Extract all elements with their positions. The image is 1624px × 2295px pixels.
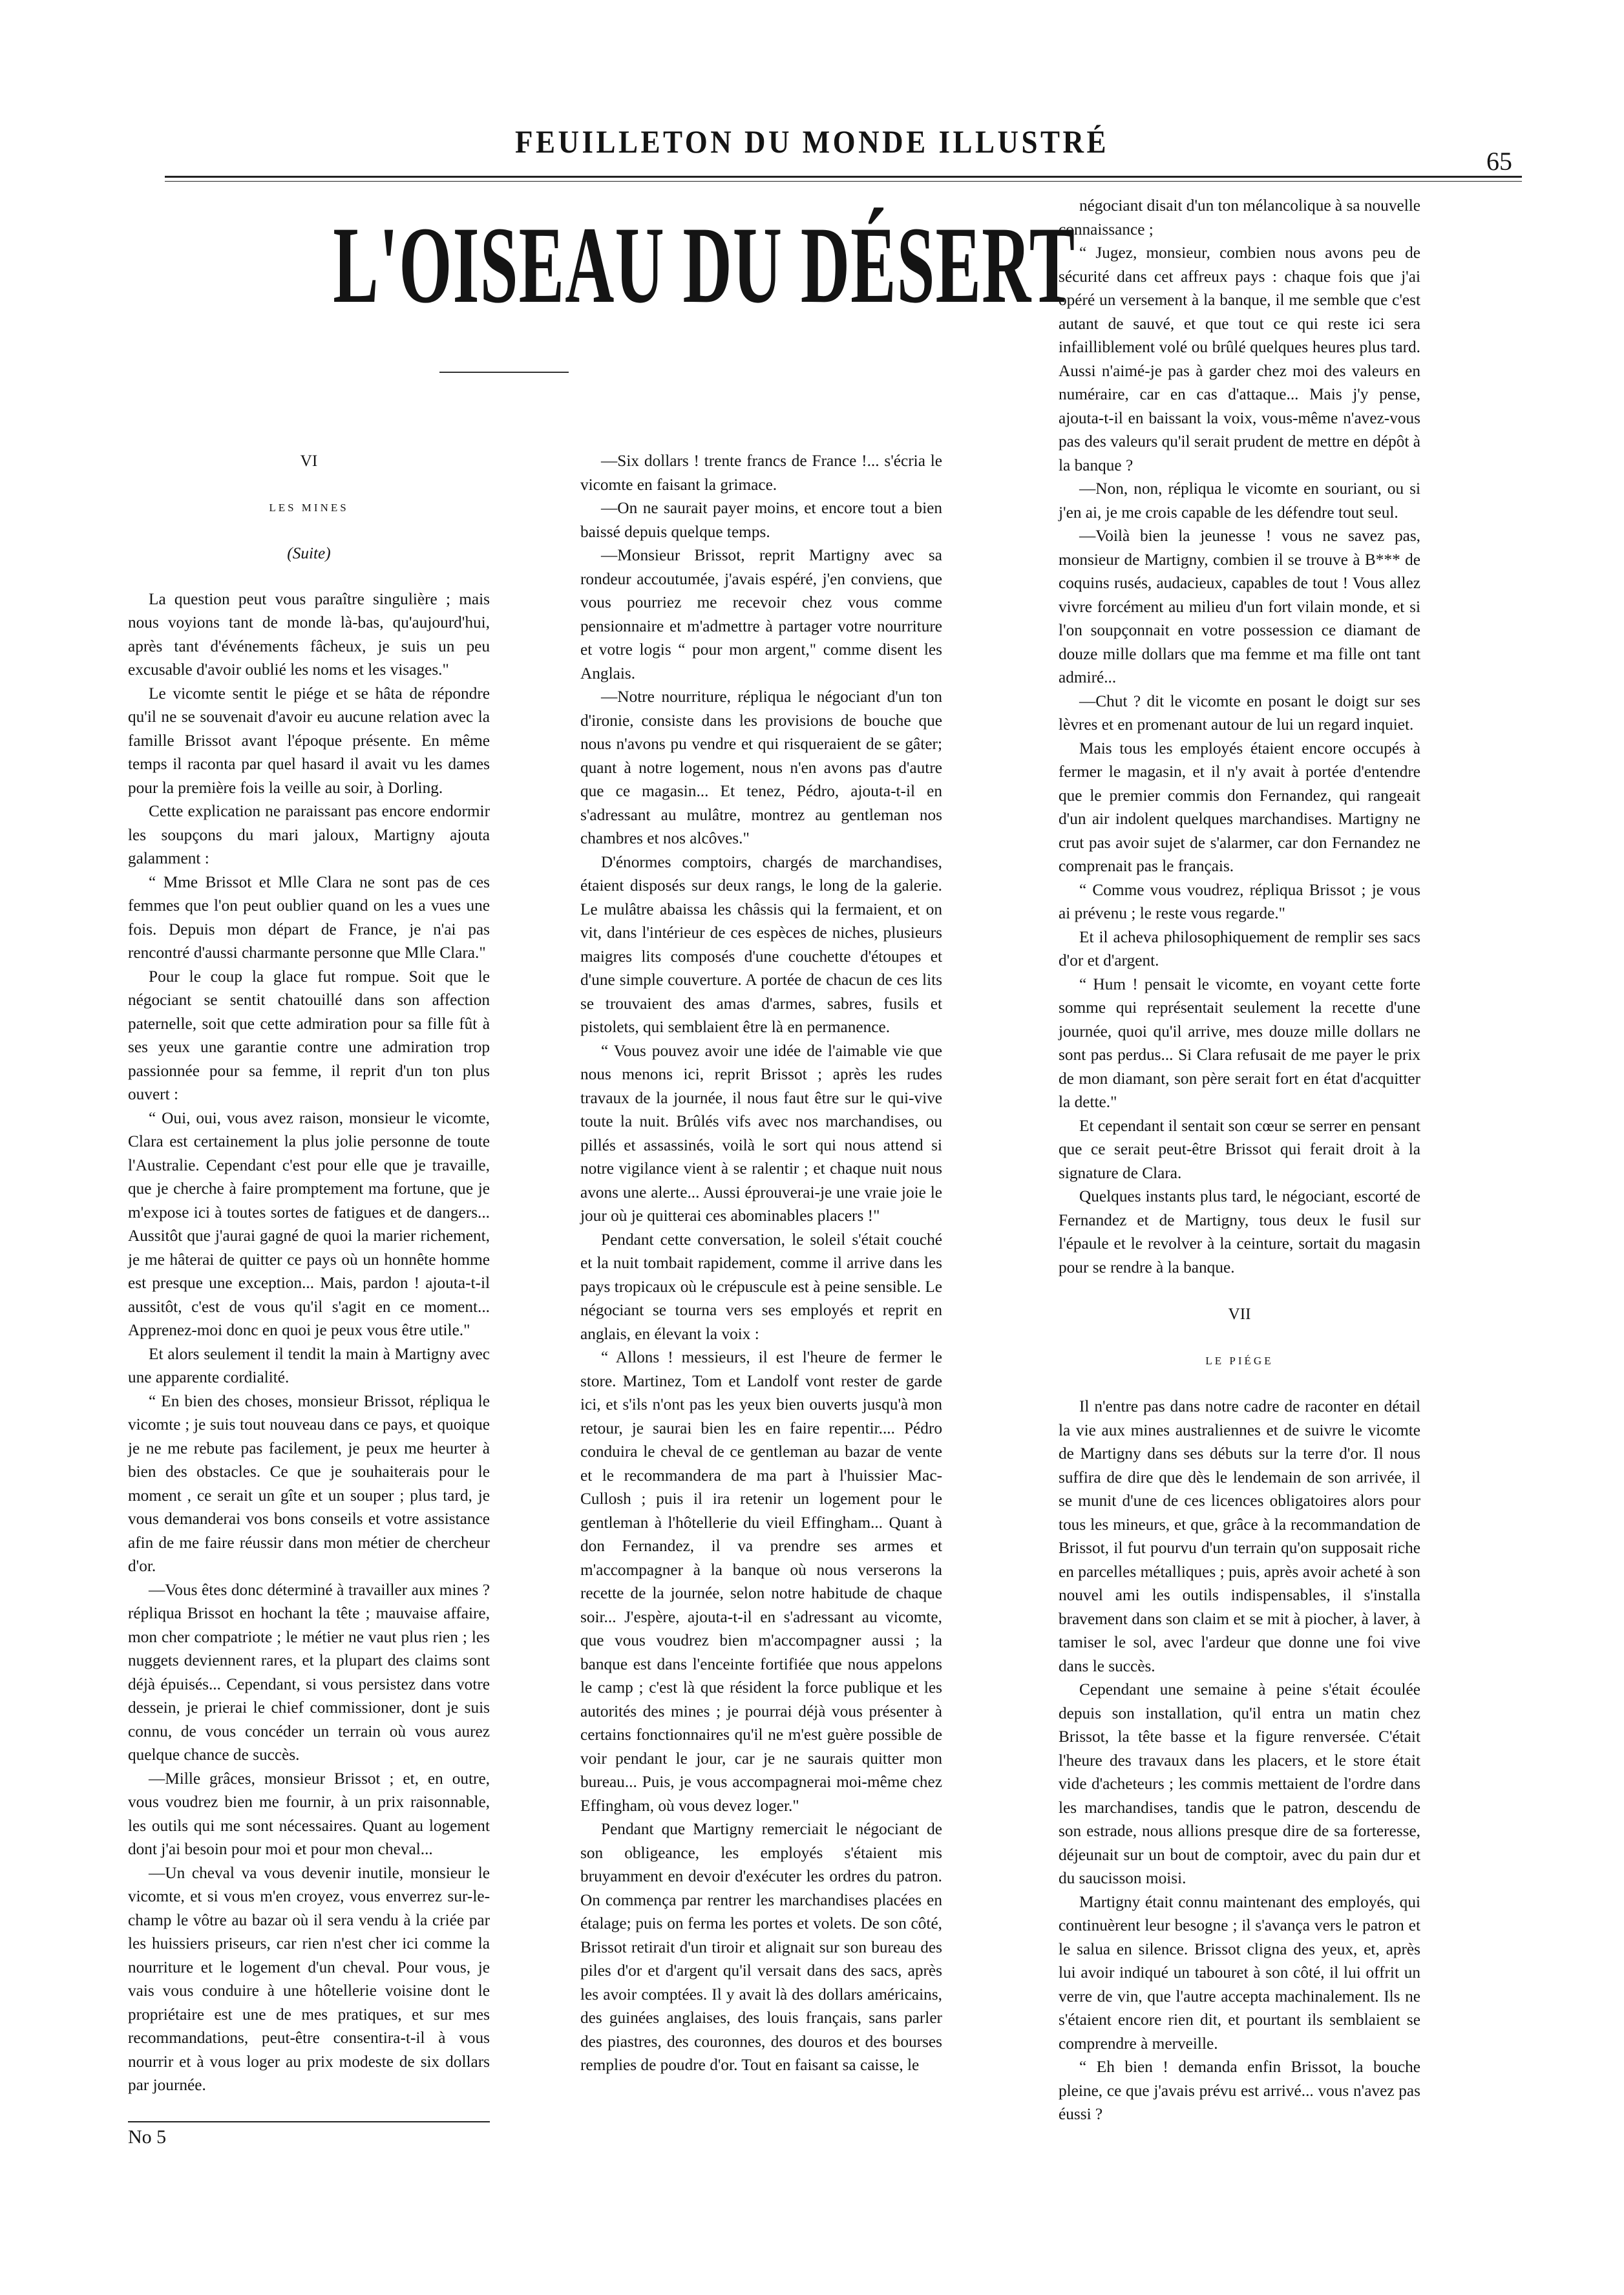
running-header: FEUILLETON DU MONDE ILLUSTRÉ xyxy=(514,123,1110,160)
paragraph: —Monsieur Brissot, reprit Martigny avec sa rondeur accoutumée, j'avais espéré, j'en conviens, que vous pourriez me recevoir chez vous comme pensionnaire et m'admettre à partager votre nourriture et votre logis “ pour mon argent," comme disent les Anglais. xyxy=(580,546,942,682)
paragraph: —Un cheval va vous devenir inutile, monsieur le vicomte, et si vous m'en croyez, vous enverrez sur-le-champ le vôtre au bazar où il sera vendu à la criée par les huissiers priseurs, car rien n'est cher ici comme la nourriture et le logement d'un cheval. Pour vous, je vais vous conduire à une hôtellerie voisine dont le propriétaire est une de mes pratiques, et sur mes recommandations, peut-être consentira-t-il à vous nourrir et à vous loger au prix modeste de six dollars par journée. xyxy=(128,1863,490,2094)
paragraph: “ Jugez, monsieur, combien nous avons peu de sécurité dans cet affreux pays : chaque fois que j'ai opéré un versement à la banque, il me semble que c'est autant de sauvé, et que tout ce qui reste ici sera infailliblement volé ou brûlé quelques heures plus tard. Aussi n'aimé-je pas à garder chez moi des valeurs en numéraire, car en cas d'attaque... Mais j'y pense, ajouta-t-il en baissant la voix, vous-même n'avez-vous pas des valeurs qu'il serait prudent de mettre en dépôt à la banque ? xyxy=(1059,244,1420,474)
paragraph: “ Hum ! pensait le vicomte, en voyant cette forte somme qui représentait seulement la recette d'une journée, quoi qu'il arrive, mes douze mille dollars ne sont pas perdus... Si Clara refusait de me payer le prix de mon diamant, son père serait fort en état d'acquitter la dette." xyxy=(1059,975,1420,1111)
chapter-number: VI xyxy=(300,452,318,470)
paragraph: Mais tous les employés étaient encore occupés à fermer le magasin, et il n'y avait à portée d'entendre que le premier commis don Fernandez, qui rangeait d'un air indolent quelques marchandises. Martigny ne crut pas avoir sujet de s'alarmer, car don Fernandez ne comprenait pas le français. xyxy=(1059,739,1420,875)
paragraph: “ Oui, oui, vous avez raison, monsieur le vicomte, Clara est certainement la plus jolie personne de toute l'Australie. Cependant c'est pour elle que je travaille, que je cherche à faire promptement ma fortune, que je m'expose ici à toutes sortes de fatigues et de dangers... Aussitôt que j'aurai gagné de quoi la marier richement, je me hâterai de quitter ce pays où un honnête homme est presque une exception... Mais, pardon ! ajouta-t-il aussitôt, c'est de vous qu'il s'agit en ce moment... Apprenez-moi donc en quoi je peux vous être utile." xyxy=(128,1108,490,1339)
page-number: 65 xyxy=(1486,147,1512,176)
paragraph: “ En bien des choses, monsieur Brissot, répliqua le vicomte ; je suis tout nouveau dans ce pays, et quoique je ne me rebute pas facilement, je peux me heurter à bien des obstacles. Ce que je souhaiterais pour le moment , ce serait un gîte et un souper ; plus tard, je vous demanderai vos bons conseils et votre assistance afin de me faire réussir dans mon métier de chercheur d'or. xyxy=(128,1391,490,1575)
paragraph: Pendant que Martigny remerciait le négociant de son obligeance, les employés s'étaient mis bruyamment en devoir d'exécuter les ordres du patron. On commença par rentrer les marchandises placées en étalage; puis on ferma les portes et volets. De son côté, Brissot retirait d'un tiroir et alignait sur son bureau des piles d'or et d'argent qu'il versait dans des sacs, après les avoir comptées. Il y avait là des dollars américains, des guinées anglaises, des louis français, sans parler des piastres, des couronnes, des douros et des bourses remplies de poudre d'or. Tout en faisant sa caisse, le xyxy=(580,1820,942,2074)
paragraph: Il n'entre pas dans notre cadre de raconter en détail la vie aux mines australiennes et de suivre le vicomte de Martigny dans ses débuts sur la terre d'or. Il nous suffira de dire que dès le lendemain de son arrivée, il se munit d'une de ces licences obligatoires alors pour tous les mineurs, et que, grâce à la recommandation de Brissot, il fut pourvu d'un terrain qu'on supposait riche en parcelles métalliques ; puis, après avoir acheté à son nouvel ami les outils indispensables, il s'installa bravement dans son claim et se mit à piocher, à laver, à tamiser le sol, avec l'ardeur que donne une foi vive dans le succès. xyxy=(1059,1397,1420,1675)
paragraph: —Voilà bien la jeunesse ! vous ne savez pas, monsieur de Martigny, combien il se trouve à B*** de coquins rusés, audacieux, capables de tout ! Vous allez vivre forcément au milieu d'un fort vilain monde, et si l'on soupçonnait en votre possession ce diamant de douze mille dollars que ma femme et ma fille ont tant admiré... xyxy=(1059,527,1420,686)
paragraph: “ Allons ! messieurs, il est l'heure de fermer le store. Martinez, Tom et Landolf vont rester de garde ici, et s'ils n'ont pas les yeux bien ouverts jusqu'à mon retour, je saurai bien les en faire repentir.... Pédro conduira le cheval de ce gentleman au bazar de vente et le recommandera de ma part à l'huissier Mac-Cullosh ; puis il ira retenir un logement pour le gentleman à l'hôtellerie du vieil Effingham... Quant à don Fernandez, il va prendre ses armes et m'accompagner à la banque où nous verserons la recette de la journée, selon notre habitude de chaque soir... J'espère, ajouta-t-il en s'adressant au vicomte, que vous voudrez bien m'accompagner aussi ; la banque est dans l'enceinte fortifiée que nous appelons le camp ; c'est là que résident la force publique et les autorités des mines ; je pourrai déjà vous présenter à certains fonctionnaires qu'il ne m'est guère possible de voir pendant le jour, car je ne saurais quitter mon bureau... Puis, je vous accompagnerai moi-même chez Effingham, où vous devez loger." xyxy=(580,1348,942,1815)
title-ornament-rule xyxy=(439,372,569,373)
chapter-subtitle: LE PIÉGE xyxy=(1205,1354,1274,1367)
paragraph: négociant disait d'un ton mélancolique à sa nouvelle connaissance ; xyxy=(1059,196,1420,238)
paragraph: —Non, non, répliqua le vicomte en souriant, ou si j'en ai, je me crois capable de les défendre tout seul. xyxy=(1059,480,1420,522)
chapter-number: VII xyxy=(1228,1305,1251,1323)
paragraph: Quelques instants plus tard, le négociant, escorté de Fernandez et de Martigny, tous deux le fusil sur l'épaule et le revolver à la ceinture, sortait du magasin pour se rendre à la banque. xyxy=(1059,1187,1420,1276)
paragraph: Et cependant il sentait son cœur se serrer en pensant que ce serait peut-être Brissot qui ferait droit à la signature de Clara. xyxy=(1059,1116,1420,1182)
paragraph: —Six dollars ! trente francs de France !... s'écria le vicomte en faisant la grimace. xyxy=(580,452,942,494)
header-rule xyxy=(165,176,1522,178)
header-rule-thin xyxy=(165,181,1522,182)
paragraph: Et il acheva philosophiquement de remplir ses sacs d'or et d'argent. xyxy=(1059,927,1420,969)
paragraph: La question peut vous paraître singulière ; mais nous voyions tant de monde là-bas, qu'aujourd'hui, après tant d'événements fâcheux, je suis un peu excusable d'avoir oublié les noms et les visages." xyxy=(128,589,490,679)
text-column-3 xyxy=(1059,194,1420,2126)
chapter-subtitle: LES MINES xyxy=(269,501,349,514)
text-column-1 xyxy=(128,449,490,2097)
paragraph: “ Eh bien ! demanda enfin Brissot, la bouche pleine, ce que j'avais prévu est arrivé... vous n'avez pas éussi ? xyxy=(1059,2058,1420,2123)
paragraph: Pendant cette conversation, le soleil s'était couché et la nuit tombait rapidement, comme il arrive dans les pays tropicaux où le crépuscule est à peine sensible. Le négociant se tourna vers ses employés et reprit en anglais, en élevant la voix : xyxy=(580,1230,942,1343)
footer-rule xyxy=(128,2121,490,2122)
paragraph: D'énormes comptoirs, chargés de marchandises, étaient disposés sur deux rangs, le long de la galerie. Le mulâtre abaissa les châssis qui la fermaient, et on vit, dans l'intérieur de ces espèces de niches, plusieurs maigres lits composés d'une couchette d'étoupes et d'une simple couverture. A portée de chacun de ces lits se trouvaient des amas d'armes, sabres, fusils et pistolets, qui semblaient être là en permanence. xyxy=(580,852,942,1036)
issue-number: No 5 xyxy=(128,2126,167,2148)
paragraph: Le vicomte sentit le piége et se hâta de répondre qu'il ne se souvenait d'avoir eu aucune relation avec la famille Brissot avant l'époque présente. En même temps il raconta par quel hasard il avait vu les dames pour la première fois la veille au soir, à Dorling. xyxy=(128,684,490,797)
paragraph: —On ne saurait payer moins, et encore tout a bien baissé depuis quelque temps. xyxy=(580,499,942,541)
paragraph: —Vous êtes donc déterminé à travailler aux mines ? répliqua Brissot en hochant la tête ; mauvaise affaire, mon cher compatriote ; le métier ne vaut plus rien ; les nuggets deviennent rares, et la plupart des claims sont déjà épuisés... Cependant, si vous persistez dans votre dessein, je prierai le chief commissioner, dont je suis connu, de vous concéder un terrain où vous aurez quelque chance de succès. xyxy=(128,1580,490,1764)
paragraph: —Mille grâces, monsieur Brissot ; et, en outre, vous voudrez bien me fournir, à un prix raisonnable, les outils qui me sont nécessaires. Quant au logement dont j'ai besoin pour moi et pour mon cheval... xyxy=(128,1769,490,1858)
paragraph: Et alors seulement il tendit la main à Martigny avec une apparente cordialité. xyxy=(128,1344,490,1386)
article-title: L'OISEAU DU DÉSERT xyxy=(333,204,1076,326)
paragraph: Martigny était connu maintenant des employés, qui continuèrent leur besogne ; il s'avança vers le patron et le salua en silence. Brissot cligna des yeux, et, après lui avoir indiqué un tabouret à son côté, il lui offrit un verre de vin, que l'autre accepta machinalement. Ils ne s'étaient encore rien dit, et pourtant ils semblaient se comprendre à merveille. xyxy=(1059,1892,1420,2053)
chapter-continuation-note: (Suite) xyxy=(287,544,331,562)
paragraph: —Notre nourriture, répliqua le négociant d'un ton d'ironie, consiste dans les provisions de bouche que nous n'avons pu vendre et qui risqueraient de se gâter; quant à notre logement, nous n'en avons pas d'autre que ce magasin... Et tenez, Pédro, ajouta-t-il en s'adressant au mulâtre, montrez au gentleman nos chambres et nos alcôves." xyxy=(580,688,942,847)
paragraph: —Chut ? dit le vicomte en posant le doigt sur ses lèvres et en promenant autour de lui un regard inquiet. xyxy=(1059,692,1420,734)
paragraph: Pour le coup la glace fut rompue. Soit que le négociant se sentit chatouillé dans son affection paternelle, soit que cette admiration pour sa fille fût à ses yeux une garantie contre une admiration trop passionnée pour sa femme, il reprit d'un ton plus ouvert : xyxy=(128,967,490,1103)
paragraph: “ Vous pouvez avoir une idée de l'aimable vie que nous menons ici, reprit Brissot ; après les rudes travaux de la journée, il nous faut être sur le qui-vive toute la nuit. Brûlés vifs avec nos marchandises, ou pillés et assassinés, voilà le sort qui nous attend si notre vigilance vient à se ralentir ; et chaque nuit nous avons une alerte... Aussi éprouverai-je une vraie joie le jour où je quitterai ces abominables placers !" xyxy=(580,1041,942,1225)
text-column-2 xyxy=(580,449,942,2077)
paragraph: “ Comme vous voudrez, répliqua Brissot ; je vous ai prévenu ; le reste vous regarde." xyxy=(1059,880,1420,922)
paragraph: Cette explication ne paraissant pas encore endormir les soupçons du mari jaloux, Martigny ajouta galamment : xyxy=(128,802,490,867)
paragraph: Cependant une semaine à peine s'était écoulée depuis son installation, qu'il entra un matin chez Brissot, la tête basse et la figure renversée. C'était l'heure des travaux dans les placers, et le store était vide d'acheteurs ; les commis mettaient de l'ordre dans les marchandises, tandis que le patron, descendu de son estrade, nous allions presque dire de sa forteresse, déjeunait sur un bout de comptoir, avec du pain dur et du saucisson moisi. xyxy=(1059,1680,1420,1887)
paragraph: “ Mme Brissot et Mlle Clara ne sont pas de ces femmes que l'on peut oublier quand on les a vues une fois. Depuis mon départ de France, je n'ai pas rencontré d'aussi charmante personne que Mlle Clara." xyxy=(128,873,490,962)
